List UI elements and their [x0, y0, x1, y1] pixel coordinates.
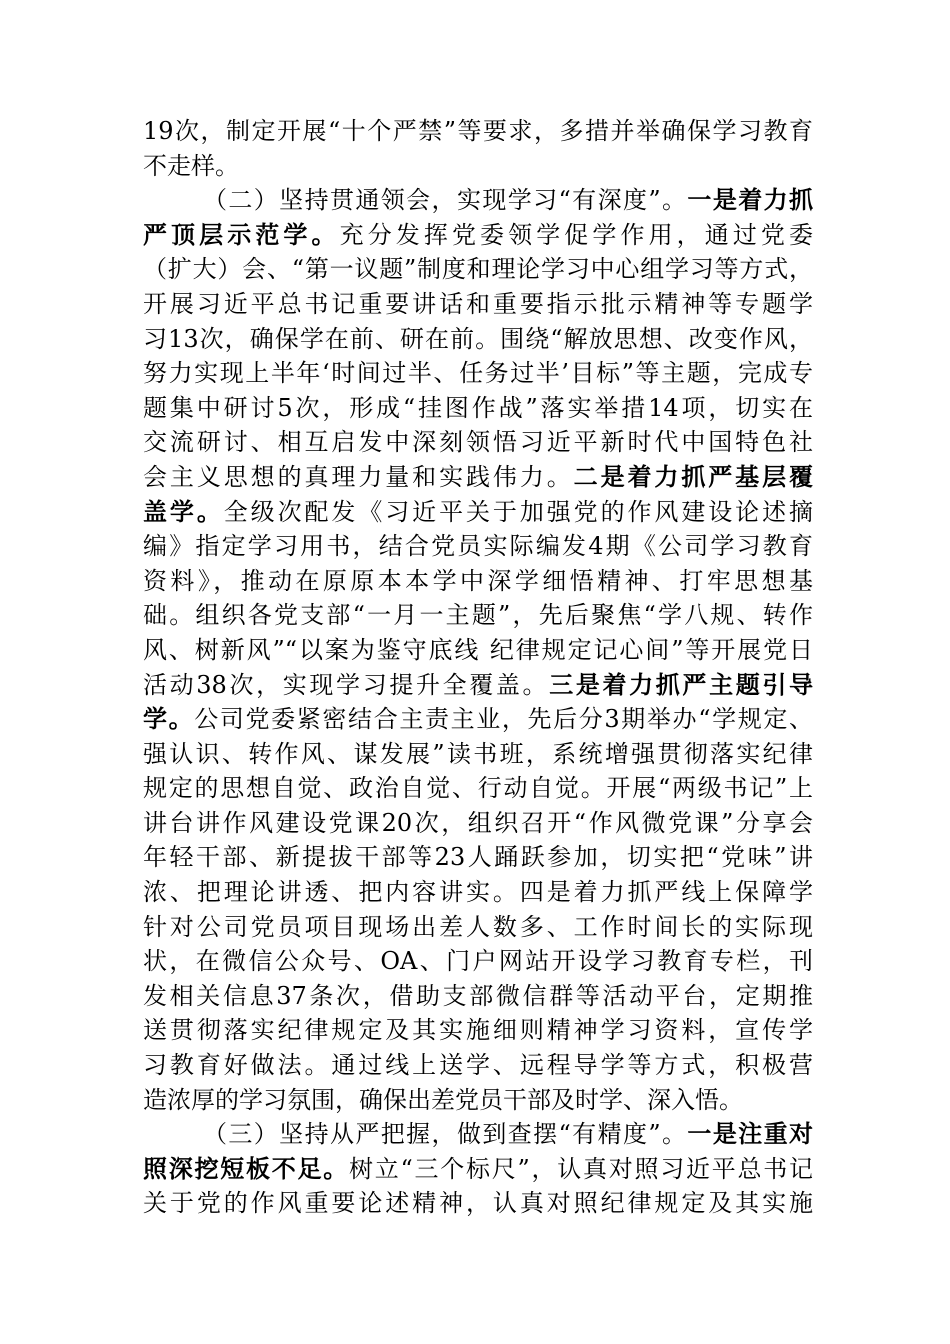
text-line [143, 910, 813, 945]
text-line [143, 425, 813, 460]
text-line [143, 564, 813, 599]
text-run: 充分发挥党委领学促学作用，通过党委 [339, 220, 813, 249]
text-run: （二）坚持贯通领会，实现学习“有深度”。 [203, 186, 688, 215]
text-line [143, 252, 813, 287]
bold-text-run: 三是着力抓严主题引导 [549, 669, 813, 699]
bold-text-run: 一是注重对 [687, 1119, 813, 1149]
text-run: 不走样。 [143, 151, 239, 180]
text-line [143, 806, 813, 841]
text-line [143, 944, 813, 979]
text-run: 状，在微信公众号、OA、门户网站开设学习教育专栏，刊 [143, 947, 813, 976]
text-line [143, 840, 813, 875]
text-line [143, 1013, 813, 1048]
text-run: 编》指定学习用书，结合党员实际编发4期《公司学习教育 [143, 532, 813, 561]
bold-text-run: 照深挖短板不足。 [143, 1153, 349, 1183]
text-run: 发相关信息37条次，借助支部微信群等活动平台，定期推 [143, 981, 813, 1010]
text-line [143, 460, 813, 495]
text-line [143, 1152, 813, 1187]
text-line [143, 391, 813, 426]
text-run: 公司党委紧密结合主责主业，先后分3期举办“学规定、 [194, 705, 813, 734]
text-line [143, 668, 813, 703]
text-line [143, 771, 813, 806]
text-line [143, 979, 813, 1014]
text-line [143, 737, 813, 772]
text-run: 风、树新风”“以案为鉴守底线 纪律规定记心间”等开展党日 [143, 635, 813, 664]
bold-text-run: 盖学。 [143, 496, 224, 526]
text-line [143, 287, 813, 322]
text-run: 浓、把理论讲透、把内容讲实。四是着力抓严线上保障学 [143, 878, 813, 907]
text-line [143, 875, 813, 910]
text-line [143, 114, 813, 149]
text-line [143, 1186, 813, 1221]
text-run: 讲台讲作风建设党课20次，组织召开“作风微党课”分享会 [143, 808, 813, 837]
text-run: 习教育好做法。通过线上送学、远程导学等方式，积极营 [143, 1051, 813, 1080]
text-line [143, 322, 813, 357]
text-run: 送贯彻落实纪律规定及其实施细则精神学习资料，宣传学 [143, 1016, 813, 1045]
text-line [143, 598, 813, 633]
text-line [143, 1083, 813, 1118]
text-run: （三）坚持从严把握，做到查摆“有精度”。 [203, 1120, 688, 1149]
text-run: （扩大）会、“第一议题”制度和理论学习中心组学习等方式， [143, 255, 813, 284]
text-line [143, 356, 813, 391]
text-line [143, 1048, 813, 1083]
text-run: 年轻干部、新提拔干部等23人踊跃参加，切实把“党味”讲 [143, 843, 813, 872]
text-run: 努力实现上半年‘时间过半、任务过半’目标”等主题，完成专 [143, 359, 813, 388]
bold-text-run: 二是着力抓严基层覆 [573, 461, 814, 491]
text-run: 针对公司党员项目现场出差人数多、工作时间长的实际现 [143, 912, 813, 941]
text-run: 全级次配发《习近平关于加强党的作风建设论述摘 [223, 497, 813, 526]
text-run: 资料》，推动在原原本本学中深学细悟精神、打牢思想基 [143, 566, 813, 595]
bold-text-run: 一是着力抓 [687, 185, 813, 215]
text-line [143, 149, 813, 184]
text-line [143, 495, 813, 530]
text-run: 会主义思想的真理力量和实践伟力。 [143, 462, 574, 491]
bold-text-run: 严顶层示范学。 [143, 219, 340, 249]
document-body [143, 114, 813, 1221]
text-run: 强认识、转作风、谋发展”读书班，系统增强贯彻落实纪律 [143, 739, 813, 768]
text-line [143, 702, 813, 737]
text-run: 习13次，确保学在前、研在前。围绕“解放思想、改变作风， [143, 324, 813, 353]
text-line [143, 218, 813, 253]
text-line [143, 183, 813, 218]
text-run: 题集中研讨5次，形成“挂图作战”落实举措14项，切实在 [143, 393, 813, 422]
text-line [143, 529, 813, 564]
text-run: 交流研讨、相互启发中深刻领悟习近平新时代中国特色社 [143, 428, 813, 457]
text-run: 规定的思想自觉、政治自觉、行动自觉。开展“两级书记”上 [143, 774, 813, 803]
text-run: 树立“三个标尺”，认真对照习近平总书记 [349, 1154, 814, 1183]
text-run: 关于党的作风重要论述精神，认真对照纪律规定及其实施 [143, 1189, 813, 1218]
text-run: 造浓厚的学习氛围，确保出差党员干部及时学、深入悟。 [143, 1085, 743, 1114]
text-run: 19次，制定开展“十个严禁”等要求，多措并举确保学习教育 [143, 117, 813, 145]
text-run: 活动38次，实现学习提升全覆盖。 [143, 670, 550, 699]
text-line [143, 1117, 813, 1152]
text-line [143, 633, 813, 668]
text-run: 开展习近平总书记重要讲话和重要指示批示精神等专题学 [143, 289, 813, 318]
text-run: 础。组织各党支部“一月一主题”，先后聚焦“学八规、转作 [143, 601, 813, 630]
bold-text-run: 学。 [143, 704, 195, 734]
